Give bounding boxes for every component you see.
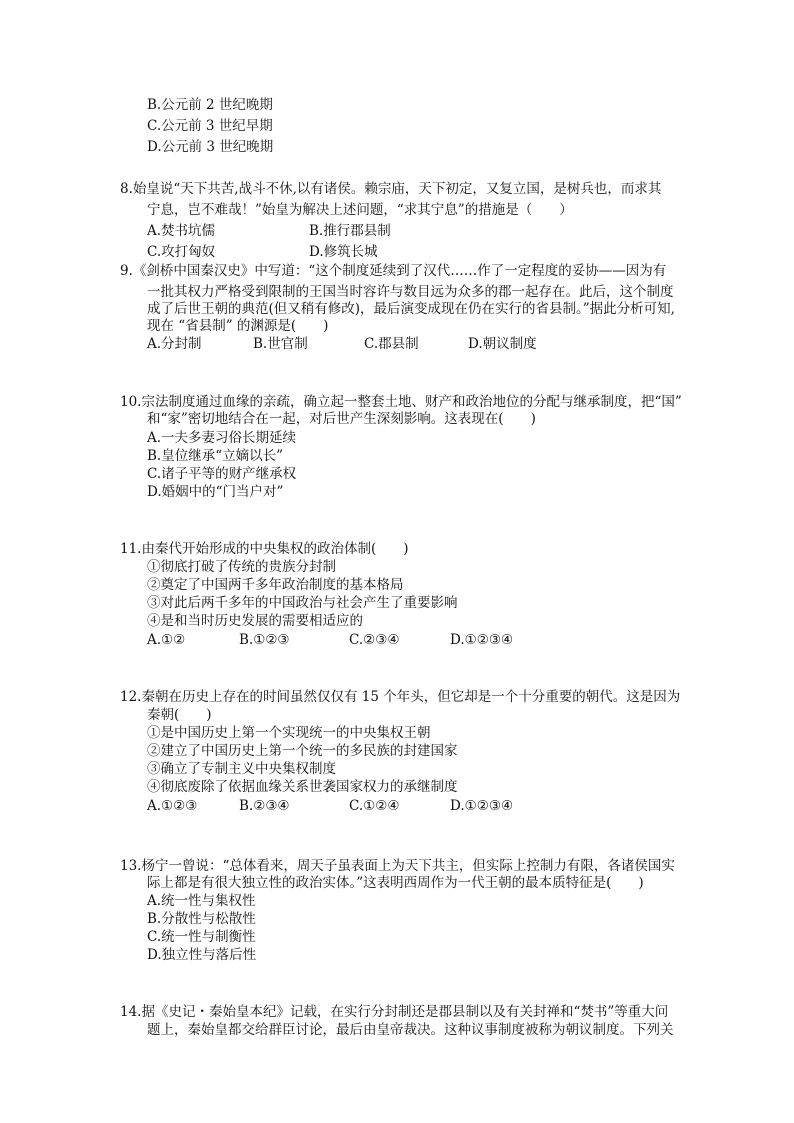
q12-item-3: ③确立了专制主义中央集权制度 — [147, 761, 336, 777]
q10-option-c: C.诸子平等的财产继承权 — [147, 466, 297, 482]
q8-option-a: A.焚书坑儒 — [147, 223, 216, 239]
q9-option-a: A.分封制 — [147, 336, 202, 352]
q11-stem-line-1: 11.由秦代开始形成的中央集权的政治体制( ) — [120, 541, 409, 557]
q9-option-d: D.朝议制度 — [468, 336, 537, 352]
q9-option-c: C.郡县制 — [364, 336, 419, 352]
q11-option-b: B.①②③ — [239, 632, 290, 648]
q12-item-4: ④彻底废除了依据血缘关系世袭国家权力的承继制度 — [147, 779, 458, 795]
q8-option-b: B.推行郡县制 — [309, 223, 391, 239]
q13-stem-line-2: 际上都是有很大独立性的政治实体。”这表明西周作为一代王朝的最本质特征是( ) — [147, 875, 644, 891]
q9-option-b: B.世官制 — [253, 336, 308, 352]
q11-item-2: ②奠定了中国两千多年政治制度的基本格局 — [147, 577, 404, 593]
q12-option-b: B.②③④ — [239, 798, 290, 814]
q13-option-a: A.统一性与集权性 — [147, 893, 256, 909]
q13-option-c: C.统一性与制衡性 — [147, 929, 256, 945]
q12-option-d: D.①②③④ — [450, 798, 514, 814]
q8-stem-line-2: 宁息，岂不难哉！”始皇为解决上述问题，“求其宁息”的措施是（ ） — [147, 202, 573, 218]
q11-item-1: ①彻底打破了传统的贵族分封制 — [147, 559, 336, 575]
q11-option-a: A.①② — [147, 632, 186, 648]
q11-item-4: ④是和当时历史发展的需要相适应的 — [147, 613, 363, 629]
q10-option-b: B.皇位继承“立嫡以长” — [147, 448, 284, 464]
q13-option-b: B.分散性与松散性 — [147, 911, 256, 927]
q13-stem-line-1: 13.杨宁一曾说：“总体看来，周天子虽表面上为天下共主，但实际上控制力有限，各诸侯国实 — [120, 858, 675, 874]
q12-option-c: C.①②④ — [349, 798, 400, 814]
q11-item-3: ③对此后两千多年的中国政治与社会产生了重要影响 — [147, 595, 458, 611]
q9-stem-line-3: 成了后世王朝的典范(但又稍有修改)，最后演变成现在仍在实行的省县制。”据此分析可知, — [147, 301, 675, 317]
q12-item-2: ②建立了中国历史上第一个统一的多民族的封建国家 — [147, 743, 458, 759]
q14-stem-line-2: 题上，秦始皇都交给群臣讨论，最后由皇帝裁决。这种议事制度被称为朝议制度。下列关 — [147, 1022, 674, 1038]
q8-option-d: D.修筑长城 — [309, 244, 378, 260]
q12-item-1: ①是中国历史上第一个实现统一的中央集权王朝 — [147, 725, 431, 741]
q10-stem-line-1: 10.宗法制度通过血缘的亲疏，确立起一整套土地、财产和政治地位的分配与继承制度，把“国” — [120, 394, 682, 410]
q12-option-a: A.①②③ — [147, 798, 198, 814]
q10-option-a: A.一夫多妻习俗长期延续 — [147, 430, 297, 446]
q9-stem-line-2: 一批其权力严格受到限制的王国当时容许与数目远为众多的郡一起存在。此后，这个制度 — [147, 284, 674, 300]
q7-option-d: D.公元前 3 世纪晚期 — [147, 139, 274, 155]
q10-option-d: D.婚姻中的“门当户对” — [147, 484, 284, 500]
q7-option-c: C.公元前 3 世纪早期 — [147, 118, 273, 134]
q14-stem-line-1: 14.据《史记・秦始皇本纪》记载，在实行分封制还是郡县制以及有关封禅和“焚书”等重大问 — [120, 1004, 669, 1020]
q9-stem-line-1: 9.《剑桥中国秦汉史》中写道：“这个制度延续到了汉代……作了一定程度的妥协——因为有 — [120, 263, 667, 279]
q10-stem-line-2: 和“家”密切地结合在一起，对后世产生深刻影响。这表现在( ) — [147, 411, 536, 427]
q8-option-c: C.攻打匈奴 — [147, 244, 216, 260]
q13-option-d: D.独立性与落后性 — [147, 947, 257, 963]
q9-stem-line-4: 现在 “省县制” 的渊源是( ) — [147, 318, 329, 334]
q12-stem-line-2: 秦朝( ) — [147, 707, 212, 723]
q11-option-d: D.①②③④ — [450, 632, 514, 648]
q7-option-b: B.公元前 2 世纪晚期 — [147, 97, 273, 113]
q11-option-c: C.②③④ — [349, 632, 400, 648]
q12-stem-line-1: 12.秦朝在历史上存在的时间虽然仅仅有 15 个年头，但它却是一个十分重要的朝代。这是因为 — [120, 689, 681, 705]
q8-stem-line-1: 8.始皇说“天下共苦,战斗不休,以有诸侯。赖宗庙，天下初定，又复立国，是树兵也，而求其 — [120, 181, 662, 197]
